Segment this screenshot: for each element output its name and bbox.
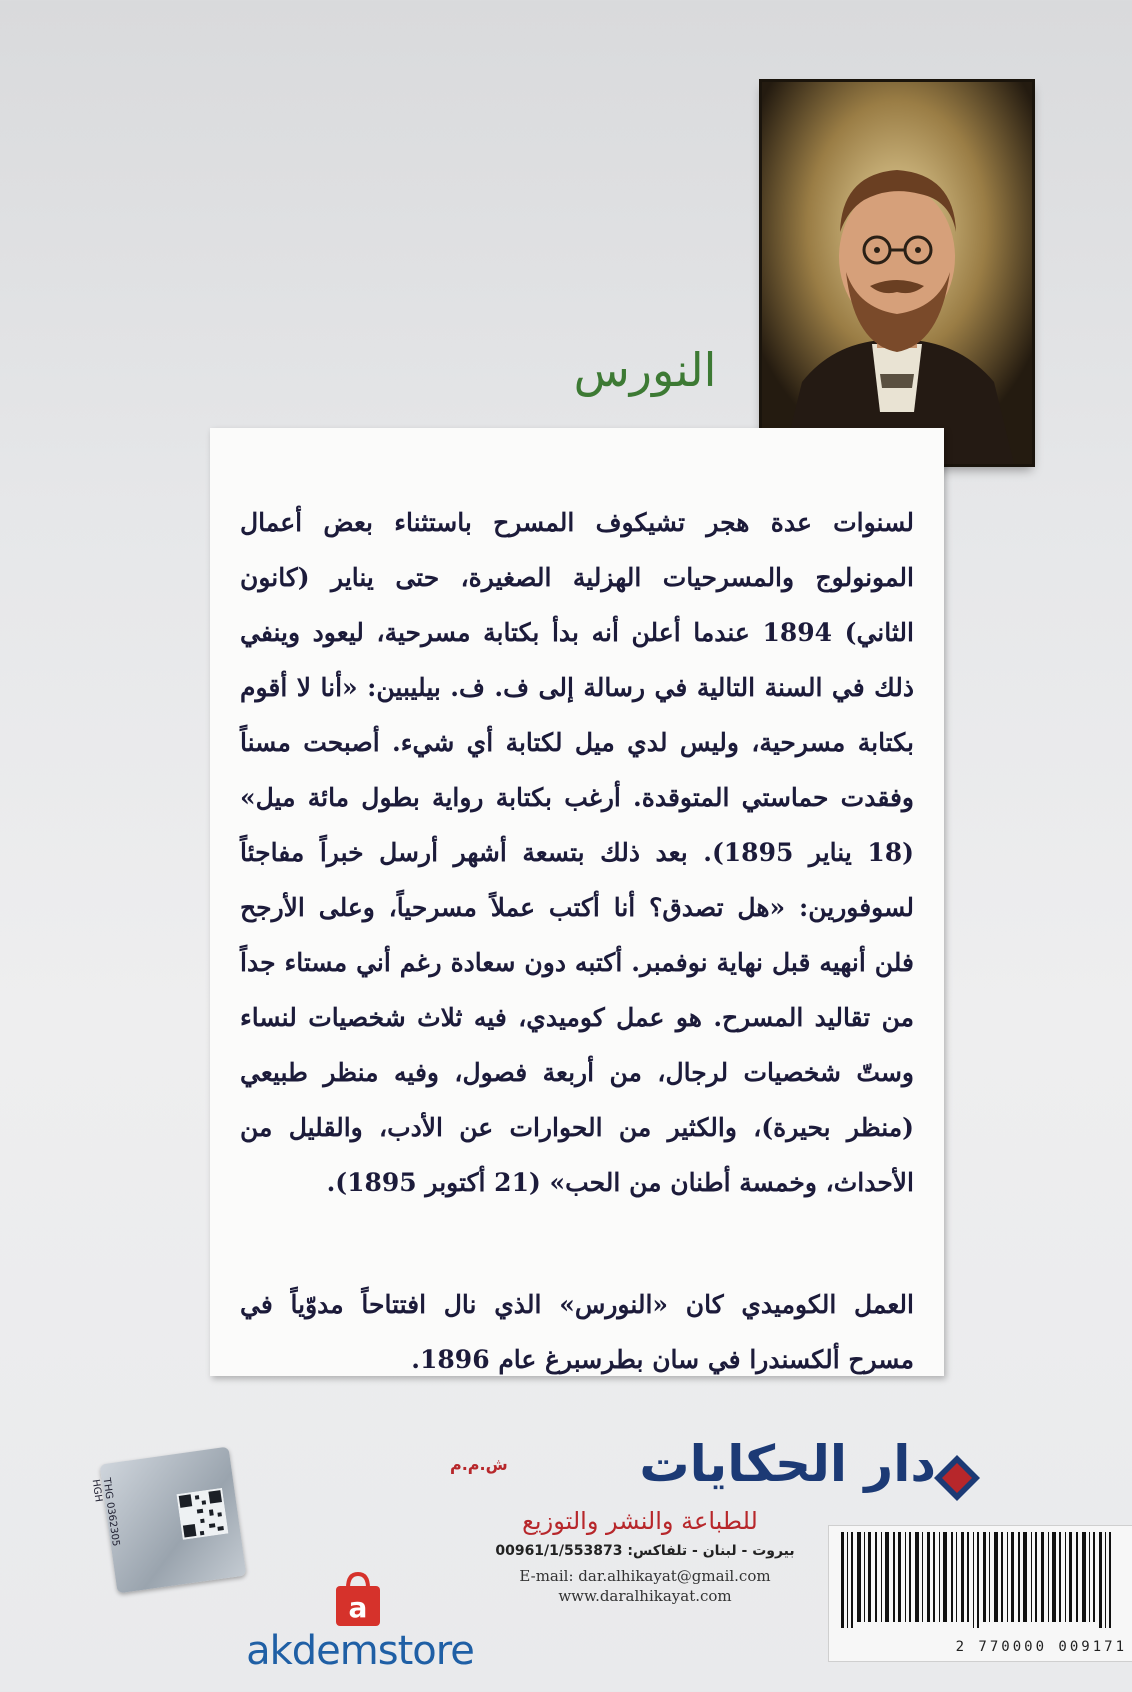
store-bag-icon bbox=[330, 1570, 386, 1630]
barcode-bars-icon bbox=[837, 1532, 1127, 1632]
store-name: akdemstore bbox=[246, 1628, 474, 1674]
store-watermark bbox=[230, 1570, 490, 1680]
inventory-sticker bbox=[89, 1447, 247, 1594]
store-icon-letter: a bbox=[348, 1591, 368, 1624]
isbn-barcode bbox=[828, 1525, 1132, 1662]
publisher-website: www.daralhikayat.com bbox=[558, 1587, 732, 1605]
publisher-email: E-mail: dar.alhikayat@gmail.com bbox=[519, 1567, 771, 1585]
qr-code-icon bbox=[176, 1488, 228, 1540]
publisher-subtitle: للطباعة والنشر والتوزيع bbox=[522, 1507, 758, 1535]
publisher-logo-icon bbox=[932, 1453, 982, 1503]
sticker-code: THG 0362305 HGH bbox=[89, 1477, 122, 1548]
publisher-address: بيروت - لبنان - تلفاكس: 00961/1/553873 bbox=[495, 1543, 795, 1559]
author-portrait bbox=[762, 82, 1032, 464]
barcode-number: 2 770000 009171 bbox=[955, 1639, 1127, 1655]
portrait-illustration bbox=[762, 82, 1032, 464]
publisher-name: دار الحكايات bbox=[639, 1435, 936, 1493]
description-paragraph-2: العمل الكوميدي كان «النورس» الذي نال افتتاحاً مدوّياً في مسرح ألكسندرا في سان بطرسبرغ عام 1896. bbox=[240, 1290, 914, 1374]
book-title: النورس bbox=[573, 343, 717, 397]
publisher-legal-form: ش.م.م bbox=[450, 1455, 508, 1474]
description-card bbox=[210, 428, 944, 1376]
description-paragraph-1: لسنوات عدة هجر تشيكوف المسرح باستثناء بعض أعمال المونولوج والمسرحيات الهزلية الصغيرة، حتى يناير (كانون الثاني) 1894 عندما أعلن أنه بدأ بكتابة مسرحية، ليعود وينفي ذلك في السنة التالية في رسالة إلى ف. ف. بيليبين: «أنا لا أقوم بكتابة مسرحية، وليس لدي ميل لكتابة أي شيء. أصبحت مسناً وفقدت حماستي المتوقدة. أرغب بكتابة رواية بطول مائة ميل» (18 يناير 1895). بعد ذلك بتسعة أشهر أرسل خبراً مفاجئاً لسوفورين: «هل تصدق؟ أنا أكتب عملاً مسرحياً، وعلى الأرجح فلن أنهيه قبل نهاية نوفمبر. أكتبه دون سعادة رغم أني مستاء جداً من تقاليد المسرح. هو عمل كوميدي، فيه ثلاث شخصيات لنساء وستّ شخصيات لرجال، من أربعة فصول، وفيه منظر طبيعي (منظر بحيرة)، والكثير من الحوارات عن الأدب، والقليل من الأحداث، وخمسة أطنان من الحب» (21 أكتوبر 1895). bbox=[240, 508, 914, 1197]
